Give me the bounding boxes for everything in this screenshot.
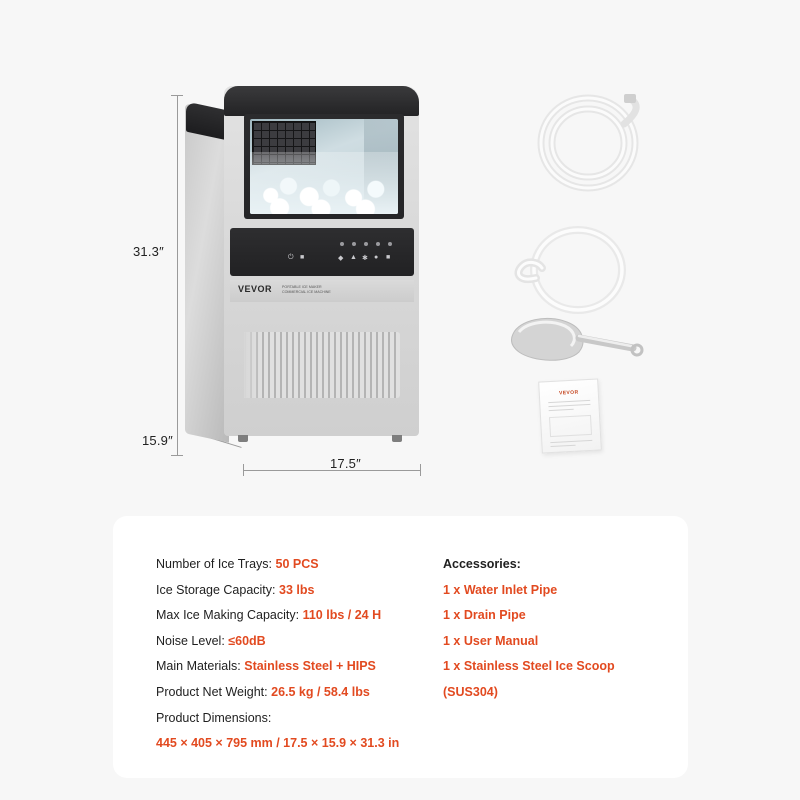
brand-logo: VEVOR (238, 284, 273, 294)
spec-row-dimensions-label (156, 706, 443, 732)
spec-value: Stainless Steel + HIPS (244, 659, 376, 674)
spec-value: 33 lbs (279, 582, 315, 597)
indicator-dot-3 (364, 242, 368, 246)
spec-value: 50 PCS (275, 557, 319, 571)
unit-left-side-panel (185, 103, 229, 442)
status-icon-3[interactable]: ✱ (362, 255, 368, 262)
spec-value-dimensions: 445 × 405 × 795 mm / 17.5 × 15.9 × 31.3 in (156, 736, 400, 751)
manual-diagram-box (549, 415, 592, 437)
specifications-card (113, 516, 688, 778)
indicator-dot-1 (340, 242, 344, 246)
water-inlet-pipe-svg (528, 88, 648, 198)
ice-level-icon[interactable]: ■ (300, 254, 305, 261)
spec-row (156, 578, 443, 604)
ventilation-grille (244, 332, 400, 398)
spec-label: Max Ice Making Capacity: (156, 608, 300, 623)
unit-top-cap (224, 86, 419, 116)
spec-label: Product Dimensions: (156, 710, 272, 725)
height-dimension-label: 31.3″ (133, 244, 164, 259)
spec-row (156, 552, 443, 578)
status-icon-4[interactable]: ● (374, 254, 379, 261)
specifications-list (113, 552, 443, 757)
drain-pipe-svg (508, 222, 638, 317)
drain-pipe (508, 222, 638, 322)
width-guide-tick-left (243, 464, 244, 476)
accessory-item: 1 x User Manual (443, 633, 539, 648)
height-guide-line (177, 95, 178, 455)
user-manual (538, 378, 602, 453)
spec-row (156, 654, 443, 680)
accessory-item: (SUS304) (443, 684, 498, 699)
spec-value: 110 lbs / 24 H (302, 608, 382, 623)
manual-text-lines-2 (550, 440, 592, 447)
status-icon-2[interactable]: ▲ (350, 254, 357, 261)
control-panel[interactable] (230, 228, 414, 276)
spec-label: Product Net Weight: (156, 684, 268, 699)
spec-value: 26.5 kg / 58.4 lbs (271, 684, 370, 699)
spec-row (156, 680, 443, 706)
spec-label: Ice Storage Capacity: (156, 582, 276, 597)
unit-front-panel (224, 86, 419, 436)
height-guide-tick-bottom (171, 455, 183, 456)
ice-cubes-pile (250, 152, 398, 214)
spec-label: Main Materials: (156, 659, 241, 674)
indicator-dot-2 (352, 242, 356, 246)
ice-scoop-svg (505, 312, 650, 367)
unit-foot-right (392, 435, 402, 442)
spec-row (156, 629, 443, 655)
accessories-title: Accessories: (443, 557, 521, 571)
brand-badge-strip (230, 280, 414, 302)
width-dimension-label: 17.5″ (330, 456, 361, 471)
accessory-item: 1 x Drain Pipe (443, 608, 526, 623)
spec-row (156, 603, 443, 629)
spec-label: Number of Ice Trays: (156, 557, 273, 571)
indicator-dot-4 (376, 242, 380, 246)
ice-bin-glass (250, 119, 398, 214)
depth-dimension-label: 15.9″ (142, 433, 173, 448)
brand-subtitle: PORTABLE ICE MAKER COMMERCIAL ICE MACHINE (282, 285, 331, 295)
manual-text-lines (548, 400, 590, 411)
ice-maker-unit (186, 86, 419, 456)
spec-label: Noise Level: (156, 633, 225, 648)
water-inlet-pipe (528, 88, 648, 203)
accessory-item: 1 x Water Inlet Pipe (443, 582, 558, 597)
status-icon-5[interactable]: ■ (386, 254, 391, 261)
stainless-steel-ice-scoop (505, 312, 650, 372)
accessories-list (443, 552, 688, 757)
manual-brand-logo: VEVOR (558, 389, 579, 397)
accessory-item: 1 x Stainless Steel Ice Scoop (443, 659, 615, 674)
unit-foot-left (238, 435, 248, 442)
power-button-icon[interactable]: ⏻ (288, 254, 294, 261)
height-guide-tick-top (171, 95, 183, 96)
grille-shading (244, 332, 262, 398)
spec-value: ≤60dB (228, 633, 266, 648)
status-icon-1[interactable]: ◆ (338, 255, 344, 262)
width-guide-tick-right (420, 464, 421, 476)
indicator-dot-5 (388, 242, 392, 246)
ice-bin-window (244, 114, 404, 219)
